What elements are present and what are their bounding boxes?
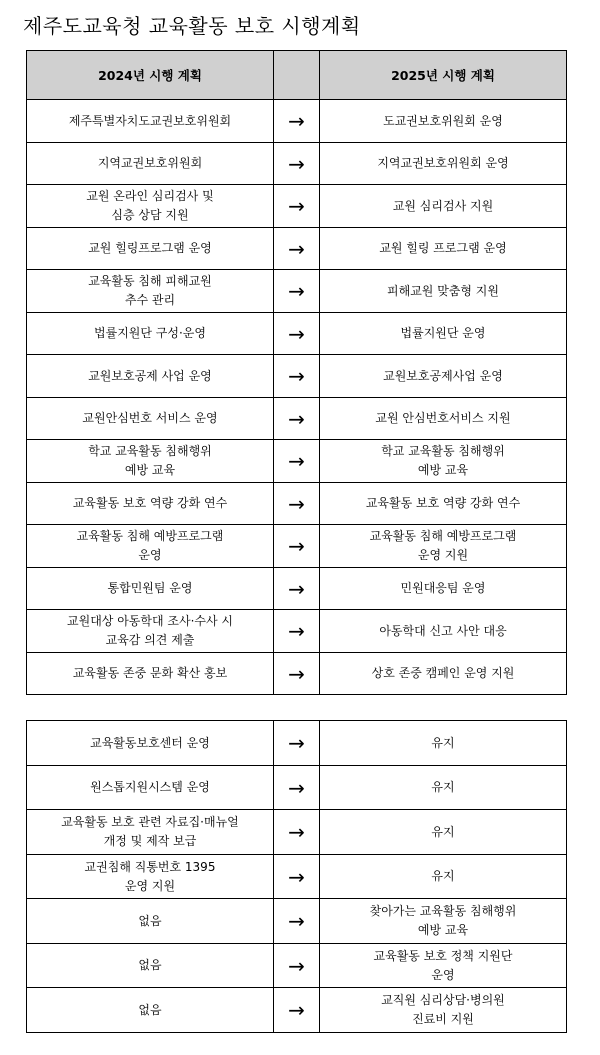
table-row: [27, 610, 567, 653]
table-row: [27, 313, 567, 355]
right-arrow-icon: →: [274, 653, 320, 695]
plan-2025-cell: 도교권보호위원회 운영: [320, 100, 567, 143]
plan-2024-cell: 교원대상 아동학대 조사·수사 시 교육감 의견 제출: [27, 610, 274, 653]
right-arrow-icon: →: [274, 525, 320, 568]
plan-2024-cell: 통합민원팀 운영: [27, 568, 274, 610]
right-arrow-icon: →: [274, 398, 320, 440]
table-row: [27, 228, 567, 270]
right-arrow-icon: →: [274, 899, 320, 944]
plan-2024-cell: 교육활동 존중 문화 확산 홍보: [27, 653, 274, 695]
table-row: [27, 525, 567, 568]
table-row: [27, 143, 567, 185]
plan-2024-cell: 교원보호공제 사업 운영: [27, 355, 274, 398]
table-row: [27, 440, 567, 483]
right-arrow-icon: →: [274, 810, 320, 855]
right-arrow-icon: →: [274, 855, 320, 899]
plan-2025-cell: 찾아가는 교육활동 침해행위 예방 교육: [320, 899, 567, 944]
plan-2024-cell: 없음: [27, 944, 274, 988]
right-arrow-icon: →: [274, 440, 320, 483]
right-arrow-icon: →: [274, 610, 320, 653]
table-row: [27, 355, 567, 398]
plan-2024-cell: 교원안심번호 서비스 운영: [27, 398, 274, 440]
plan-2025-cell: 지역교권보호위원회 운영: [320, 143, 567, 185]
plan-2025-cell: 교원보호공제사업 운영: [320, 355, 567, 398]
right-arrow-icon: →: [274, 944, 320, 988]
plan-2025-cell: 교육활동 보호 정책 지원단 운영: [320, 944, 567, 988]
plan-2025-cell: 유지: [320, 766, 567, 810]
table-row: [27, 568, 567, 610]
right-arrow-icon: →: [274, 483, 320, 525]
plan-2025-cell: 유지: [320, 855, 567, 899]
right-arrow-icon: →: [274, 270, 320, 313]
table-row: [27, 398, 567, 440]
plan-2025-cell: 교육활동 침해 예방프로그램 운영 지원: [320, 525, 567, 568]
plan-2024-cell: 법률지원단 구성·운영: [27, 313, 274, 355]
table-row: [27, 721, 567, 766]
plan-2024-cell: 교원 힐링프로그램 운영: [27, 228, 274, 270]
plan-2025-cell: 법률지원단 운영: [320, 313, 567, 355]
plan-2025-cell: 상호 존중 캠페인 운영 지원: [320, 653, 567, 695]
plan-comparison-table: [26, 50, 567, 695]
page-title: 제주도교육청 교육활동 보호 시행계획: [23, 14, 361, 38]
right-arrow-icon: →: [274, 228, 320, 270]
plan-2024-cell: 교원 온라인 심리검사 및 심층 상담 지원: [27, 185, 274, 228]
plan-2024-cell: 지역교권보호위원회: [27, 143, 274, 185]
plan-2025-cell: 피해교원 맞춤형 지원: [320, 270, 567, 313]
right-arrow-icon: →: [274, 313, 320, 355]
right-arrow-icon: →: [274, 355, 320, 398]
plan-2025-cell: 교육활동 보호 역량 강화 연수: [320, 483, 567, 525]
table-row: [27, 766, 567, 810]
right-arrow-icon: →: [274, 988, 320, 1033]
plan-2024-cell: 교육활동 보호 관련 자료집·매뉴얼 개정 및 제작 보급: [27, 810, 274, 855]
table-row: [27, 988, 567, 1033]
table-header-row: [27, 51, 567, 100]
table-row: [27, 653, 567, 695]
table-row: [27, 483, 567, 525]
table-row: [27, 855, 567, 899]
right-arrow-icon: →: [274, 721, 320, 766]
plan-2025-cell: 학교 교육활동 침해행위 예방 교육: [320, 440, 567, 483]
right-arrow-icon: →: [274, 143, 320, 185]
table-row: [27, 944, 567, 988]
table-row: [27, 185, 567, 228]
plan-2024-cell: 교권침해 직통번호 1395 운영 지원: [27, 855, 274, 899]
header-2025: 2025년 시행 계획: [320, 51, 567, 100]
plan-2024-cell: 원스톱지원시스템 운영: [27, 766, 274, 810]
header-2024: 2024년 시행 계획: [27, 51, 274, 100]
header-arrow-spacer: [274, 51, 320, 100]
plan-2024-cell: 교육활동보호센터 운영: [27, 721, 274, 766]
table-row: [27, 100, 567, 143]
right-arrow-icon: →: [274, 100, 320, 143]
plan-2025-cell: 유지: [320, 721, 567, 766]
plan-2025-cell: 교원 심리검사 지원: [320, 185, 567, 228]
table-row: [27, 810, 567, 855]
plan-2025-cell: 유지: [320, 810, 567, 855]
plan-2024-cell: 교육활동 보호 역량 강화 연수: [27, 483, 274, 525]
table-row: [27, 270, 567, 313]
plan-2025-cell: 아동학대 신고 사안 대응: [320, 610, 567, 653]
right-arrow-icon: →: [274, 568, 320, 610]
table-row: [27, 899, 567, 944]
plan-2024-cell: 없음: [27, 988, 274, 1033]
plan-2025-cell: 교직원 심리상담·병의원 진료비 지원: [320, 988, 567, 1033]
plan-2025-cell: 교원 안심번호서비스 지원: [320, 398, 567, 440]
plan-2024-cell: 없음: [27, 899, 274, 944]
plan-2024-cell: 교육활동 침해 예방프로그램 운영: [27, 525, 274, 568]
right-arrow-icon: →: [274, 185, 320, 228]
plan-2025-cell: 교원 힐링 프로그램 운영: [320, 228, 567, 270]
maintained-plans-table: [26, 720, 567, 1033]
plan-2024-cell: 학교 교육활동 침해행위 예방 교육: [27, 440, 274, 483]
plan-2024-cell: 교육활동 침해 피해교원 추수 관리: [27, 270, 274, 313]
plan-2024-cell: 제주특별자치도교권보호위원회: [27, 100, 274, 143]
plan-2025-cell: 민원대응팀 운영: [320, 568, 567, 610]
right-arrow-icon: →: [274, 766, 320, 810]
